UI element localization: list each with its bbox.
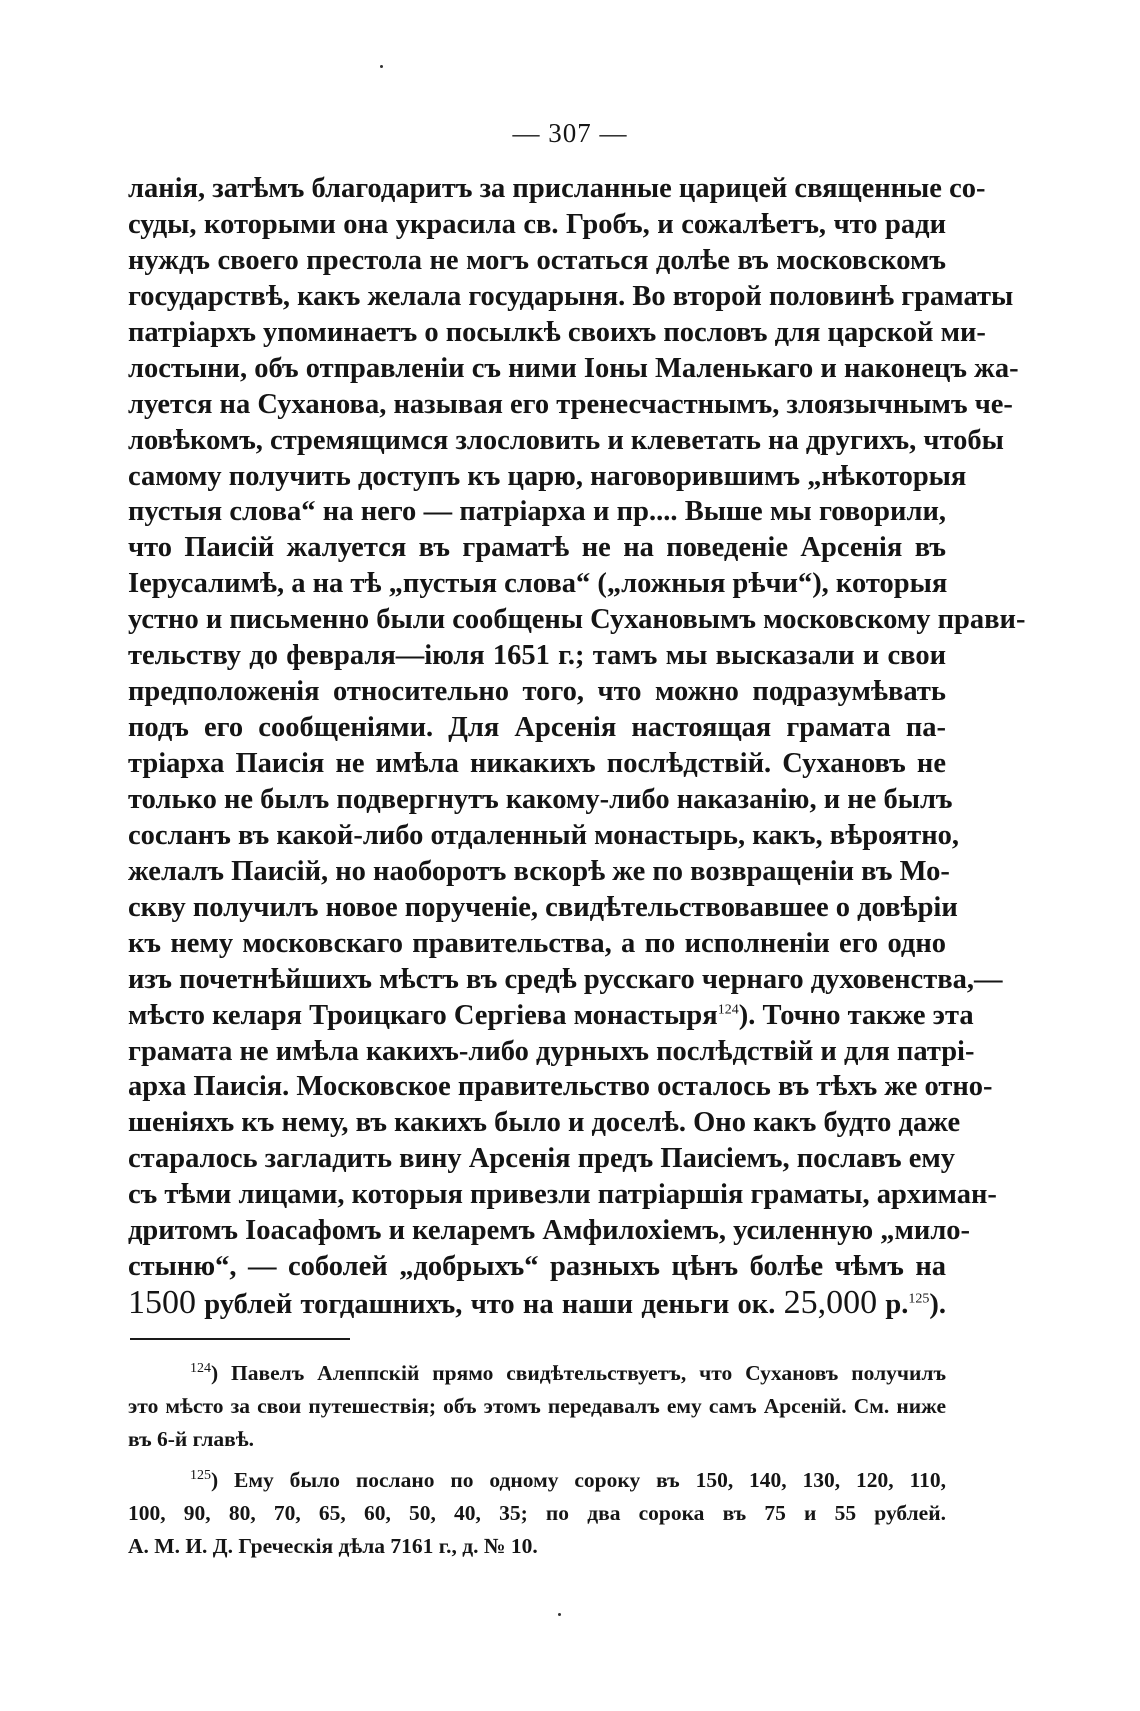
text-line: что Паисій жалуется въ граматѣ не на поведеніе Арсенія въ xyxy=(128,532,946,564)
footnote-mark: 124 xyxy=(190,1360,211,1376)
text-line: лостыни, объ отправленіи съ ними Іоны Маленькаго и наконецъ жа- xyxy=(128,352,1019,384)
text-line: патріархъ упоминаетъ о посылкѣ своихъ пословъ для царской ми- xyxy=(128,316,986,348)
text-line: подъ его сообщеніями. Для Арсенія настоящая грамата па- xyxy=(128,712,946,744)
text-line: государствѣ, какъ желала государыня. Во второй половинѣ граматы xyxy=(128,280,1014,312)
footnote-line xyxy=(128,1357,946,1390)
text-line: ловѣкомъ, стремящимся злословить и клеветать на другихъ, чтобы xyxy=(128,424,1004,456)
footnote-124 xyxy=(128,1357,946,1456)
text-segment: мѣсто келаря Троицкаго Сергіева монастыря xyxy=(128,999,718,1031)
footnote-line: въ 6-й главѣ. xyxy=(128,1427,255,1451)
footnote-mark: 125 xyxy=(190,1467,211,1483)
text-line: суды, которыми она украсила св. Гробъ, и сожалѣетъ, что ради xyxy=(128,208,946,240)
text-line: грамата не имѣла какихъ-либо дурныхъ послѣдствій и для патрі- xyxy=(128,1035,975,1067)
footnote-line: 100, 90, 80, 70, 65, 60, 50, 40, 35; по два сорока въ 75 и 55 рублей. xyxy=(128,1501,946,1525)
text-line: къ нему московскаго правительства, а по исполненіи его одно xyxy=(128,927,946,959)
text-line: предположенія относительно того, что можно подразумѣвать xyxy=(128,676,946,708)
text-segment: ). Точно также эта xyxy=(738,999,974,1031)
text-line: сосланъ въ какой-либо отдаленный монастырь, какъ, вѣроятно, xyxy=(128,819,959,851)
footnote-line: это мѣсто за свои путешествія; объ этомъ передавалъ ему самъ Арсеній. См. ниже xyxy=(128,1394,946,1418)
amount-1500: 1500 xyxy=(128,1284,196,1322)
text-line: устно и письменно были сообщены Сухановымъ московскому прави- xyxy=(128,604,1026,636)
text-line: самому получить доступъ къ царю, наговорившимъ „нѣкоторыя xyxy=(128,460,967,492)
footnote-text: ) Павелъ Алеппскій прямо свидѣтельствуетъ, что Сухановъ получилъ xyxy=(211,1361,946,1385)
text-line: шеніяхъ къ нему, въ какихъ было и доселѣ. Оно какъ будто даже xyxy=(128,1107,961,1139)
text-line: нуждъ своего престола не могъ остаться долѣе въ московскомъ xyxy=(128,244,946,276)
footnote-ref-125[interactable]: 125 xyxy=(908,1291,930,1307)
text-line: Іерусалимѣ, а на тѣ „пустыя слова“ („ложныя рѣчи“), которыя xyxy=(128,568,948,600)
footnote-separator xyxy=(130,1338,350,1340)
text-segment: р. xyxy=(885,1289,909,1321)
text-line: ланія, затѣмъ благодаритъ за присланные царицей священные со- xyxy=(128,173,986,204)
footnote-125 xyxy=(128,1464,946,1563)
text-line: съ тѣми лицами, которыя привезли патріаршія граматы, архиман- xyxy=(128,1179,997,1211)
text-line: старалось загладить вину Арсенія предъ Паисіемъ, пославъ ему xyxy=(128,1143,956,1175)
text-line: изъ почетнѣйшихъ мѣстъ въ средѣ русскаго чернаго духовенства,— xyxy=(128,963,1003,995)
footnote-text: ) Ему было послано по одному сороку въ 150, 140, 130, 120, 110, xyxy=(211,1468,946,1492)
footnotes xyxy=(128,1357,946,1563)
amount-25000: 25,000 xyxy=(783,1284,878,1322)
text-line: дритомъ Іоасафомъ и келаремъ Амфилохіемъ, усиленную „мило- xyxy=(128,1215,971,1247)
page-number: — 307 — xyxy=(512,118,628,148)
text-line: арха Паисія. Московское правительство осталось въ тѣхъ же отно- xyxy=(128,1071,993,1103)
text-line: стыню“, — соболей „добрыхъ“ разныхъ цѣнъ болѣе чѣмъ на xyxy=(128,1251,946,1283)
main-text xyxy=(128,171,1026,1322)
text-line-ref-124 xyxy=(128,998,974,1034)
text-line: тельству до февраля—іюля 1651 г.; тамъ мы высказали и свои xyxy=(128,640,946,672)
text-line: луется на Суханова, называя его тренесчастнымъ, злоязычнымъ че- xyxy=(128,388,1013,420)
text-segment: рублей тогдашнихъ, что на наши деньги ок. xyxy=(204,1289,776,1321)
print-speck-bottom xyxy=(558,1613,561,1616)
print-speck-top xyxy=(380,65,383,68)
footnote-gap xyxy=(128,1456,946,1464)
text-line: скву получилъ новое порученіе, свидѣтельствовавшее о довѣріи xyxy=(128,891,958,923)
text-line: желалъ Паисій, но наоборотъ вскорѣ же по возвращеніи въ Мо- xyxy=(128,855,950,887)
footnote-line: А. М. И. Д. Греческія дѣла 7161 г., д. № 10. xyxy=(128,1534,538,1558)
text-line: тріарха Паисія не имѣла никакихъ послѣдствій. Сухановъ не xyxy=(128,748,946,779)
text-line: пустыя слова“ на него — патріарха и пр.... Выше мы говорили, xyxy=(128,496,946,528)
text-line-ref-125 xyxy=(128,1285,946,1321)
text-line: только не былъ подвергнутъ какому-либо наказанію, и не былъ xyxy=(128,783,953,815)
footnote-ref-124[interactable]: 124 xyxy=(717,1002,739,1018)
text-segment: ). xyxy=(929,1289,947,1321)
footnote-line xyxy=(128,1464,946,1497)
